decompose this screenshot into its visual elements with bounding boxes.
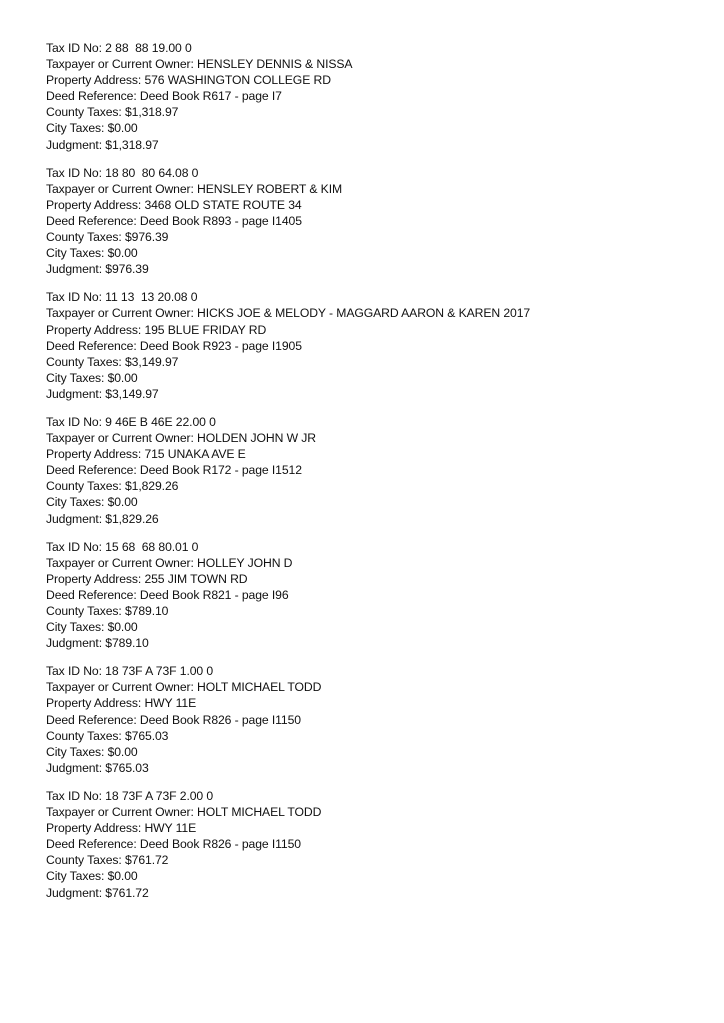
city-taxes: City Taxes: $0.00 <box>46 246 138 261</box>
owner: Taxpayer or Current Owner: HENSLEY ROBERT & KIM <box>46 181 343 196</box>
tax-record <box>46 788 686 901</box>
owner: Taxpayer or Current Owner: HOLT MICHAEL TODD <box>46 680 322 695</box>
deed-reference: Deed Reference: Deed Book R893 - page I1405 <box>46 213 302 228</box>
deed-reference: Deed Reference: Deed Book R617 - page I7 <box>46 89 282 104</box>
judgment: Judgment: $761.72 <box>46 885 149 900</box>
owner: Taxpayer or Current Owner: HOLLEY JOHN D <box>46 555 293 570</box>
city-taxes: City Taxes: $0.00 <box>46 869 138 884</box>
tax-record <box>46 539 686 652</box>
city-taxes: City Taxes: $0.00 <box>46 620 138 635</box>
property-address: Property Address: 255 JIM TOWN RD <box>46 571 248 586</box>
county-taxes: County Taxes: $789.10 <box>46 604 169 618</box>
deed-reference: Deed Reference: Deed Book R826 - page I1150 <box>46 712 301 727</box>
judgment: Judgment: $789.10 <box>46 636 149 651</box>
judgment: Judgment: $976.39 <box>46 262 149 277</box>
tax-id: Tax ID No: 11 13 13 20.08 0 <box>46 290 198 305</box>
county-taxes: County Taxes: $761.72 <box>46 853 169 868</box>
county-taxes: County Taxes: $976.39 <box>46 230 169 245</box>
tax-id: Tax ID No: 18 80 80 64.08 0 <box>46 165 199 180</box>
city-taxes: City Taxes: $0.00 <box>46 370 138 385</box>
city-taxes: City Taxes: $0.00 <box>46 495 138 510</box>
judgment: Judgment: $3,149.97 <box>46 386 159 401</box>
tax-id: Tax ID No: 9 46E B 46E 22.00 0 <box>46 414 216 429</box>
county-taxes: County Taxes: $1,829.26 <box>46 479 179 494</box>
tax-id: Tax ID No: 2 88 88 19.00 0 <box>46 41 192 55</box>
property-address: Property Address: 715 UNAKA AVE E <box>46 447 246 462</box>
county-taxes: County Taxes: $765.03 <box>46 728 169 743</box>
owner: Taxpayer or Current Owner: HENSLEY DENNIS & NISSA <box>46 57 353 72</box>
tax-id: Tax ID No: 18 73F A 73F 1.00 0 <box>46 664 214 679</box>
judgment: Judgment: $765.03 <box>46 760 149 775</box>
judgment: Judgment: $1,829.26 <box>46 511 159 526</box>
tax-record <box>46 165 686 278</box>
tax-record-list <box>46 40 686 913</box>
deed-reference: Deed Reference: Deed Book R826 - page I1150 <box>46 837 301 852</box>
judgment: Judgment: $1,318.97 <box>46 137 159 152</box>
owner: Taxpayer or Current Owner: HOLDEN JOHN W JR <box>46 431 316 446</box>
tax-record <box>46 289 686 402</box>
city-taxes: City Taxes: $0.00 <box>46 744 138 759</box>
deed-reference: Deed Reference: Deed Book R821 - page I96 <box>46 587 289 602</box>
property-address: Property Address: 576 WASHINGTON COLLEGE RD <box>46 73 331 88</box>
tax-record <box>46 40 686 153</box>
city-taxes: City Taxes: $0.00 <box>46 121 138 136</box>
owner: Taxpayer or Current Owner: HOLT MICHAEL TODD <box>46 805 322 820</box>
property-address: Property Address: 3468 OLD STATE ROUTE 34 <box>46 197 302 212</box>
property-address: Property Address: HWY 11E <box>46 696 197 711</box>
owner: Taxpayer or Current Owner: HICKS JOE & MELODY - MAGGARD AARON & KAREN 2017 <box>46 306 531 321</box>
tax-record <box>46 663 686 776</box>
deed-reference: Deed Reference: Deed Book R172 - page I1512 <box>46 463 302 478</box>
county-taxes: County Taxes: $3,149.97 <box>46 354 179 369</box>
tax-id: Tax ID No: 15 68 68 80.01 0 <box>46 539 199 554</box>
property-address: Property Address: HWY 11E <box>46 821 197 836</box>
deed-reference: Deed Reference: Deed Book R923 - page I1905 <box>46 338 302 353</box>
property-address: Property Address: 195 BLUE FRIDAY RD <box>46 322 267 337</box>
tax-id: Tax ID No: 18 73F A 73F 2.00 0 <box>46 788 214 803</box>
tax-record <box>46 414 686 527</box>
county-taxes: County Taxes: $1,318.97 <box>46 105 179 120</box>
